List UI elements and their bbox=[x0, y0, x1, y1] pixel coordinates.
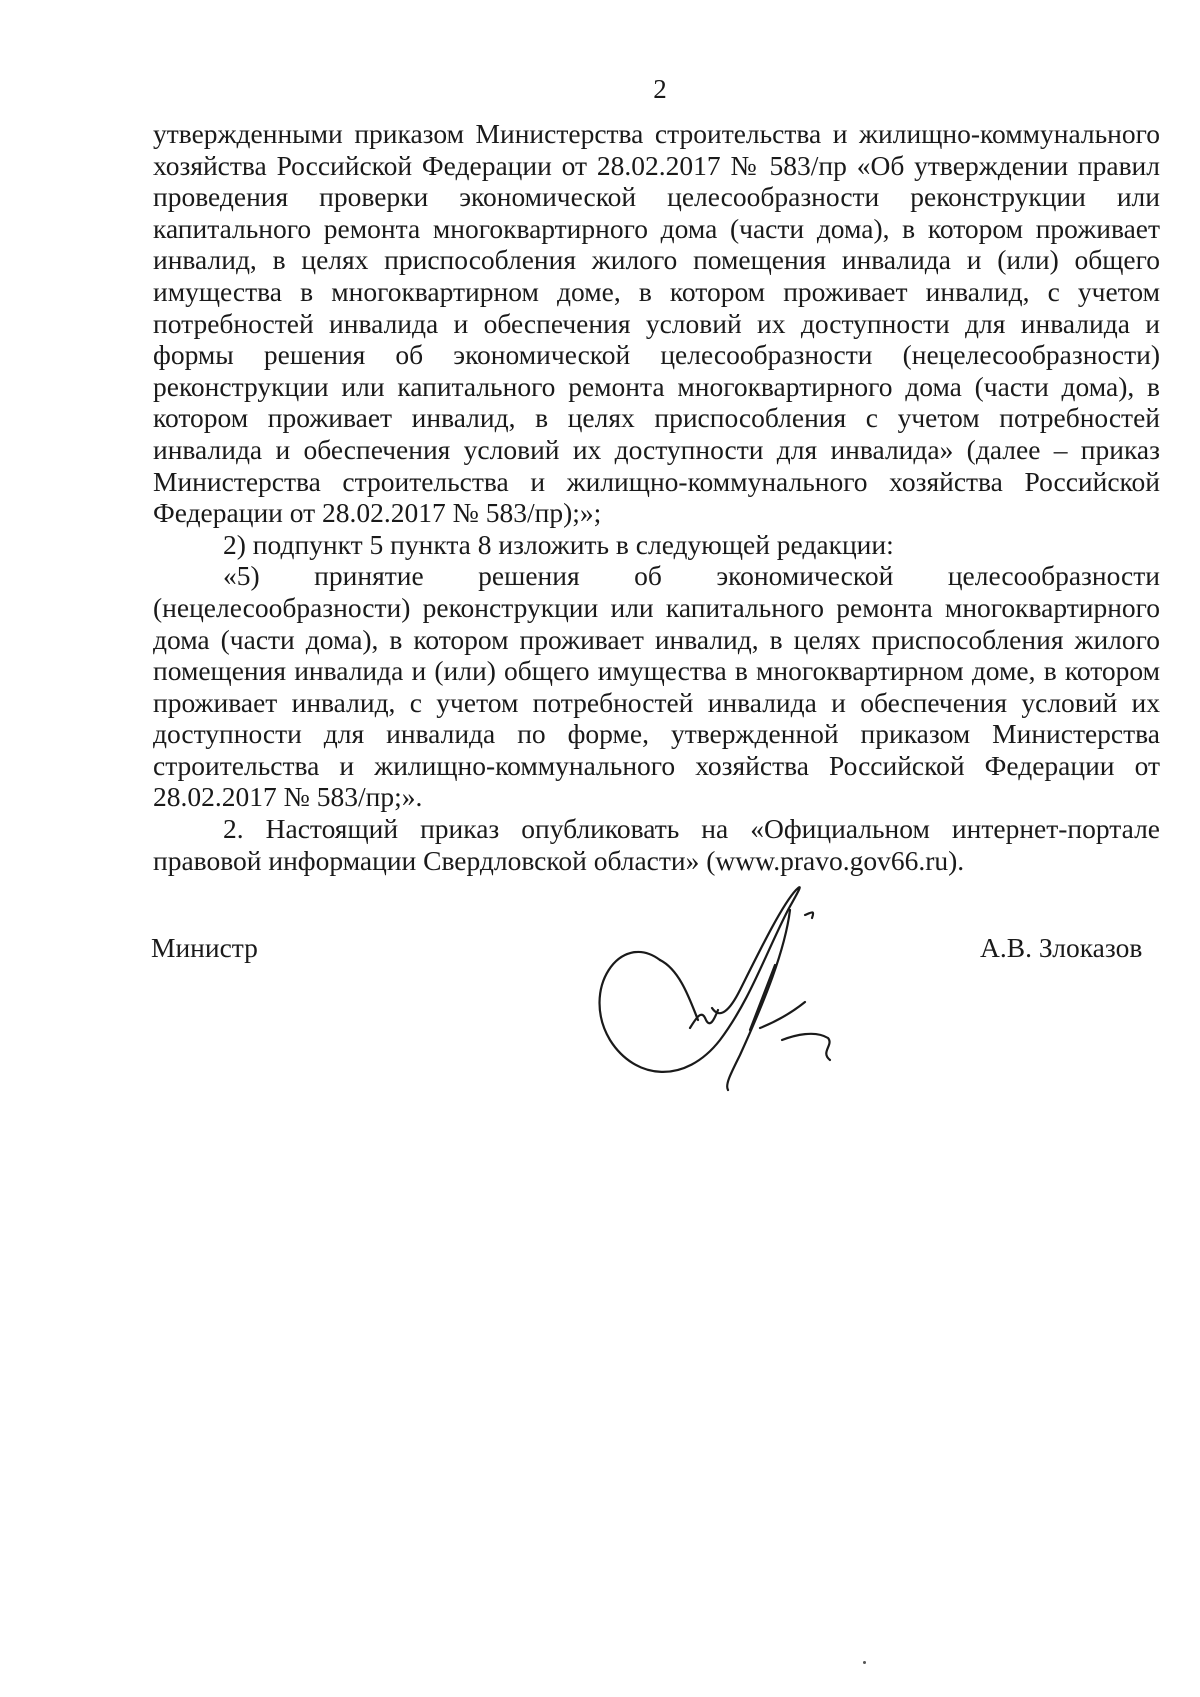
document-body bbox=[153, 118, 1160, 876]
scan-dot bbox=[863, 1661, 866, 1664]
paragraph-item-2: 2. Настоящий приказ опубликовать на «Официальном интернет-портале правовой информации Свердловской области» (www.pravo.gov66.ru). bbox=[153, 813, 1160, 876]
handwritten-signature bbox=[590, 870, 910, 1100]
paragraph-subitem-2: 2) подпункт 5 пункта 8 изложить в следующей редакции: bbox=[223, 528, 894, 560]
signatory-title: Министр bbox=[151, 932, 258, 963]
page-number: 2 bbox=[653, 74, 667, 104]
paragraph-continuation: утвержденными приказом Министерства строительства и жилищно-коммунального хозяйства Российской Федерации от 28.02.2017 № 583/пр «Об утверждении правил проведения проверки экономической целесообразности реконструкции или капитального ремонта многоквартирного дома (части дома), в котором проживает инвалид, в целях приспособления жилого помещения инвалида и (или) общего имущества в многоквартирном доме, в котором проживает инвалид, с учетом потребностей инвалида и обеспечения условий их доступности для инвалида и формы решения об экономической целесообразности (нецелесообразности) реконструкции или капитального ремонта многоквартирного дома (части дома), в котором проживает инвалид, в целях приспособления с учетом потребностей инвалида и обеспечения условий их доступности для инвалида» (далее – приказ Министерства строительства и жилищно-коммунального хозяйства Российской Федерации от 28.02.2017 № 583/пр);»; bbox=[153, 118, 1160, 529]
signatory-name: А.В. Злоказов bbox=[980, 932, 1143, 963]
paragraph-subitem-5-text: «5) принятие решения об экономической целесообразности (нецелесообразности) реконструкции или капитального ремонта многоквартирного дома (части дома), в котором проживает инвалид, в целях приспособления жилого помещения инвалида и (или) общего имущества в многоквартирном доме, в котором проживает инвалид, с учетом потребностей инвалида и обеспечения условий их доступности для инвалида по форме, утвержденной приказом Министерства строительства и жилищно-коммунального хозяйства Российской Федерации от 28.02.2017 № 583/пр;». bbox=[153, 560, 1160, 813]
